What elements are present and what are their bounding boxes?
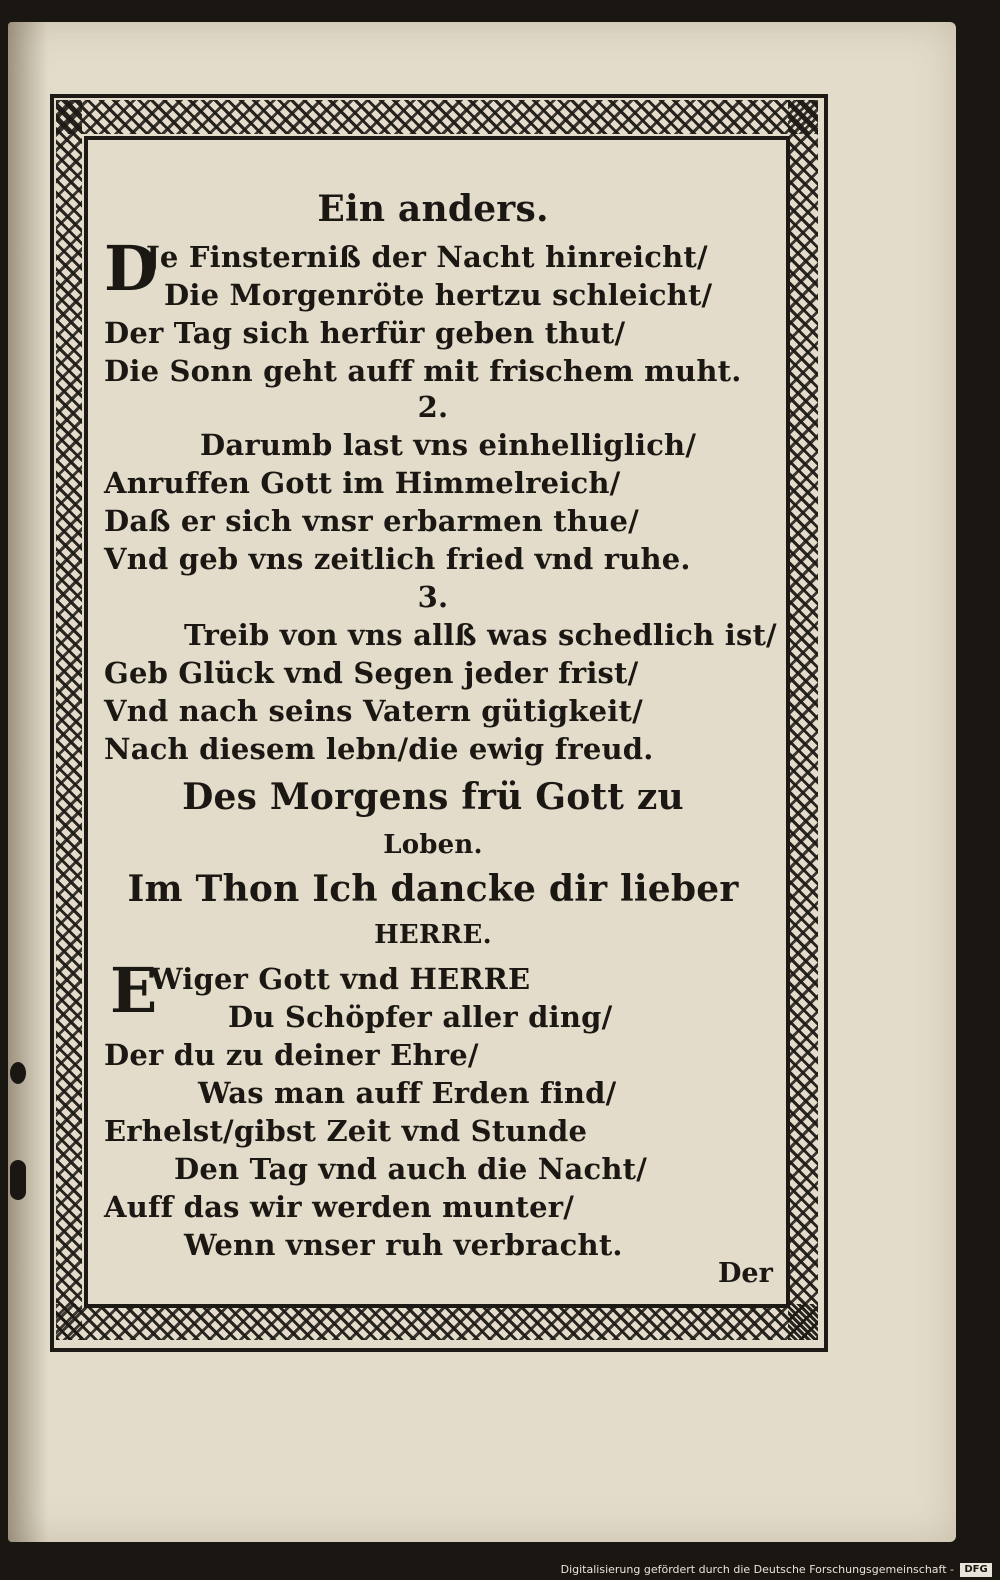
verse-line: Je Finsterniß der Nacht hinreicht/ bbox=[146, 240, 708, 274]
ornament-band-top bbox=[56, 100, 818, 134]
binding-hole bbox=[10, 1062, 26, 1084]
verse-line: Daß er sich vnsr erbarmen thue/ bbox=[104, 504, 639, 538]
ornament-band-left bbox=[56, 100, 82, 1340]
verse-line: Vnd geb vns zeitlich fried vnd ruhe. bbox=[104, 542, 691, 576]
stanza-number: 3. bbox=[417, 580, 449, 614]
stanza-number: 2. bbox=[417, 390, 449, 424]
text-block bbox=[88, 140, 778, 1296]
verse-line: Wiger Gott vnd HERRE bbox=[150, 962, 531, 996]
verse-line: Was man auff Erden find/ bbox=[198, 1076, 617, 1110]
verse-line: Geb Glück vnd Segen jeder frist/ bbox=[104, 656, 639, 690]
verse-line: Die Sonn geht auff mit frischem muht. bbox=[104, 354, 742, 388]
ornament-band-bottom bbox=[56, 1304, 818, 1340]
verse-line: Darumb last vns einhelliglich/ bbox=[200, 428, 697, 462]
catchword: Der bbox=[718, 1258, 773, 1289]
verse-line: Die Morgenröte hertzu schleicht/ bbox=[164, 278, 713, 312]
verse-line: Der du zu deiner Ehre/ bbox=[104, 1038, 479, 1072]
dfg-logo: DFG bbox=[960, 1563, 992, 1577]
verse-line: Vnd nach seins Vatern gütigkeit/ bbox=[104, 694, 643, 728]
verse-line: Du Schöpfer aller ding/ bbox=[228, 1000, 613, 1034]
verse-line: Nach diesem lebn/die ewig freud. bbox=[104, 732, 654, 766]
heading-ein-anders: Ein anders. bbox=[317, 188, 549, 230]
verse-line: Wenn vnser ruh verbracht. bbox=[184, 1228, 623, 1262]
heading-loben: Loben. bbox=[383, 830, 483, 860]
dropcap-d: D bbox=[104, 232, 158, 305]
binding-hole bbox=[10, 1160, 26, 1200]
heading-im-thon: Im Thon Ich dancke dir lieber bbox=[127, 868, 739, 910]
verse-line: Erhelst/gibst Zeit vnd Stunde bbox=[104, 1114, 588, 1148]
heading-herre: HERRE. bbox=[374, 920, 492, 950]
verse-line: Der Tag sich herfür geben thut/ bbox=[104, 316, 626, 350]
heading-des-morgens: Des Morgens frü Gott zu bbox=[182, 776, 684, 818]
spine-shadow bbox=[8, 22, 48, 1542]
verse-line: Auff das wir werden munter/ bbox=[104, 1190, 575, 1224]
verse-line: Treib von vns allß was schedlich ist/ bbox=[184, 618, 777, 652]
verse-line: Anruffen Gott im Himmelreich/ bbox=[104, 466, 621, 500]
dropcap-e: E bbox=[110, 954, 158, 1027]
ornament-band-right bbox=[788, 100, 818, 1340]
digitization-credit: Digitalisierung gefördert durch die Deutsche Forschungsgemeinschaft - bbox=[560, 1563, 954, 1576]
verse-line: Den Tag vnd auch die Nacht/ bbox=[174, 1152, 648, 1186]
